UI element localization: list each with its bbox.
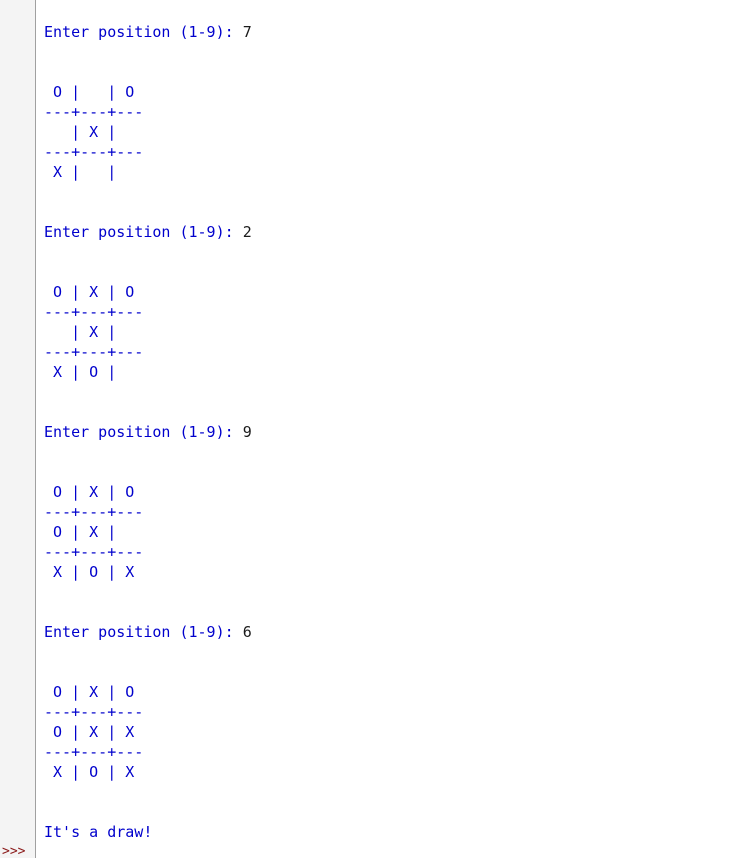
prompt-label: Enter position (1-9): (44, 423, 243, 441)
board-row: X | | (44, 163, 126, 181)
blank-line (44, 442, 252, 462)
board-divider: ---+---+--- (44, 703, 144, 721)
board-row: O | | O (44, 83, 135, 101)
blank-line (44, 242, 252, 262)
board-divider: ---+---+--- (44, 543, 144, 561)
shell-prompt[interactable]: >>> (2, 844, 26, 859)
prompt-value: 7 (242, 23, 252, 41)
shell-gutter (0, 0, 36, 858)
input-prompt (44, 22, 252, 42)
blank-line (44, 602, 252, 622)
input-prompt (44, 422, 252, 442)
blank-line (44, 642, 252, 662)
input-prompt (44, 622, 252, 642)
prompt-label: Enter position (1-9): (44, 623, 243, 641)
board-divider: ---+---+--- (44, 743, 144, 761)
board-row: O | X | O (44, 283, 135, 301)
board-row: | X | (44, 123, 126, 141)
blank-line (44, 62, 252, 82)
board-divider: ---+---+--- (44, 503, 144, 521)
blank-line (44, 662, 252, 682)
board-divider: ---+---+--- (44, 343, 144, 361)
input-prompt (44, 222, 252, 242)
board-row: O | X | O (44, 483, 135, 501)
game-result: It's a draw! (44, 823, 153, 841)
blank-line (44, 262, 252, 282)
board-row: O | X | O (44, 683, 135, 701)
board-row: O | X | (44, 523, 126, 541)
board-divider: ---+---+--- (44, 143, 144, 161)
board-row: | X | (44, 323, 126, 341)
blank-line (44, 182, 252, 202)
blank-line (44, 202, 252, 222)
board-divider: ---+---+--- (44, 103, 144, 121)
blank-line (44, 402, 252, 422)
shell-output (44, 22, 252, 842)
blank-line (44, 462, 252, 482)
prompt-value: 9 (242, 423, 252, 441)
prompt-value: 6 (242, 623, 252, 641)
prompt-label: Enter position (1-9): (44, 23, 243, 41)
blank-line (44, 782, 252, 802)
prompt-value: 2 (242, 223, 252, 241)
blank-line (44, 802, 252, 822)
board-row: O | X | X (44, 723, 135, 741)
board-row: X | O | X (44, 763, 135, 781)
blank-line (44, 42, 252, 62)
blank-line (44, 582, 252, 602)
blank-line (44, 382, 252, 402)
board-row: X | O | X (44, 563, 135, 581)
prompt-label: Enter position (1-9): (44, 223, 243, 241)
board-divider: ---+---+--- (44, 303, 144, 321)
board-row: X | O | (44, 363, 126, 381)
